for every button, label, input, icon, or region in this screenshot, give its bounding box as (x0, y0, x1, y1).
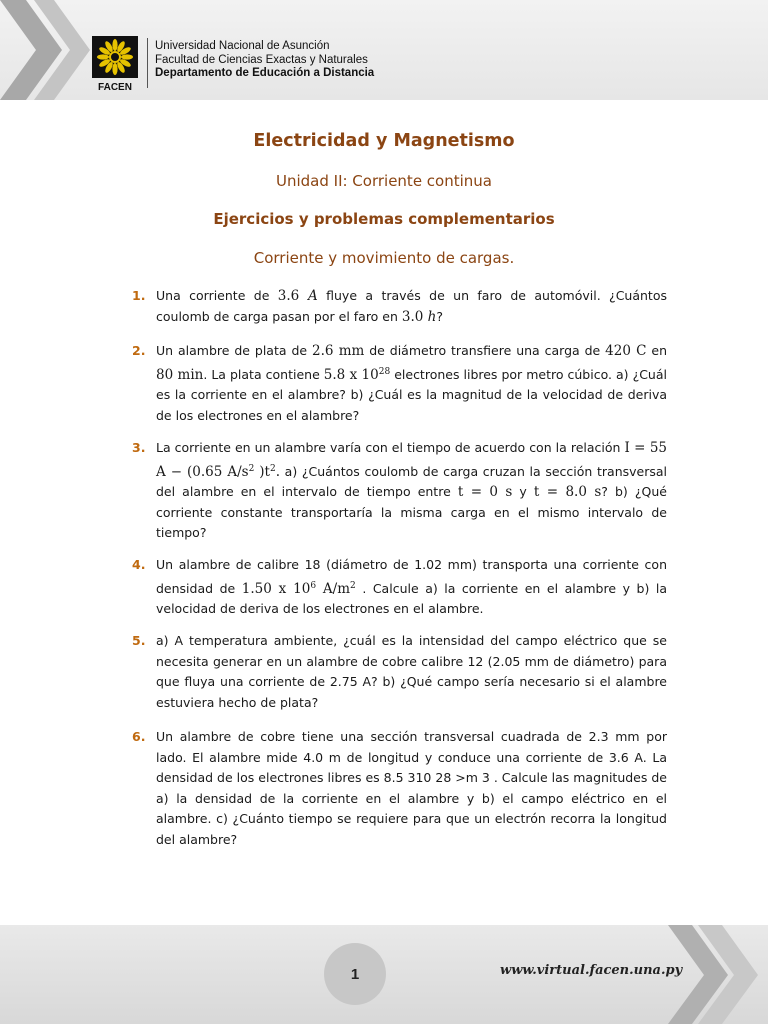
problem-number: 1. (132, 288, 146, 303)
problem-6-text: Un alambre de cobre tiene una sección transversal cuadrada de 2.3 mm por lado. El alambre mide 4.0 m de longitud y conduce una corriente de 3.6 A. La densidad de los electrones libres es 8.5 310 28 >m 3 . Calcule las magnitudes de a) la densidad de la corriente en el alambre y b) el campo eléctrico en el alambre. c) ¿Cuánto tiempo se requiere para que un electrón recorra la longitud del alambre? (156, 729, 667, 847)
problem-number: 4. (132, 557, 146, 572)
problem-3-text: La corriente en un alambre varía con el tiempo de acuerdo con la relación I = 55 A − (0.65 $A/s^2$ )$t^2$. a) ¿Cuántos coulomb de carga cruzan la sección transversal del alambre en el intervalo de tiempo entre t = 0 s y t = 8.0 s? b) ¿Qué corriente constante transportaría la misma carga en el mismo intervalo de tiempo? (156, 440, 668, 541)
logo-text: FACEN (98, 82, 132, 92)
faculty-name: Facultad de Ciencias Exactas y Naturales (155, 53, 368, 66)
unit-title: Unidad II: Corriente continua (275, 172, 492, 190)
problem-5-text: a) A temperatura ambiente, ¿cuál es la intensidad del campo eléctrico que se necesita generar en un alambre de cobre calibre 12 (2.05 mm de diámetro) para que fluya una corriente de 2.75 A? b) ¿Qué campo sería necesario si el alambre estuviera hecho de plata? (156, 633, 667, 710)
university-name: Universidad Nacional de Asunción (155, 40, 330, 52)
problem-2-text: Un alambre de plata de 2.6 mm de diámetro transfiere una carga de 420 C en 80 min. La plata contiene 5.8 x $10^{28}$ electrones libres por metro cúbico. a) ¿Cuál es la corriente en el alambre? b) ¿Cuál es la magnitud de la velocidad de deriva de los electrones en el alambre? (156, 343, 668, 423)
problem-number: 5. (132, 633, 146, 648)
header-divider (147, 38, 148, 88)
department-name: Departamento de Educación a Distancia (155, 67, 375, 79)
facen-logo (92, 36, 138, 92)
page-header (0, 0, 768, 100)
topic-title: Corriente y movimiento de cargas. (253, 249, 515, 267)
page-number: 1 (324, 943, 386, 1005)
problem-4-text: Un alambre de calibre 18 (diámetro de 1.02 mm) transporta una corriente con densidad de 1.50 x $10^6$ $A/m^2$ . Calcule a) la corriente en el alambre y b) la velocidad de deriva de los electrones en el alambre. (156, 557, 668, 617)
course-title: Electricidad y Magnetismo (253, 131, 515, 151)
problem-number: 6. (132, 729, 146, 744)
problem-number: 2. (132, 343, 146, 358)
chevron-decoration-icon (0, 0, 90, 100)
section-title: Ejercicios y problemas complementarios (213, 210, 555, 228)
institution-block (155, 40, 374, 81)
problem-1-text: Una corriente de 3.6 A fluye a través de un faro de automóvil. ¿Cuántos coulomb de carga pasan por el faro en 3.0 h? (156, 288, 667, 325)
chevron-decoration-icon (668, 925, 768, 1024)
problem-number: 3. (132, 440, 146, 455)
website-link[interactable]: www.virtual.facen.una.py (500, 963, 683, 978)
